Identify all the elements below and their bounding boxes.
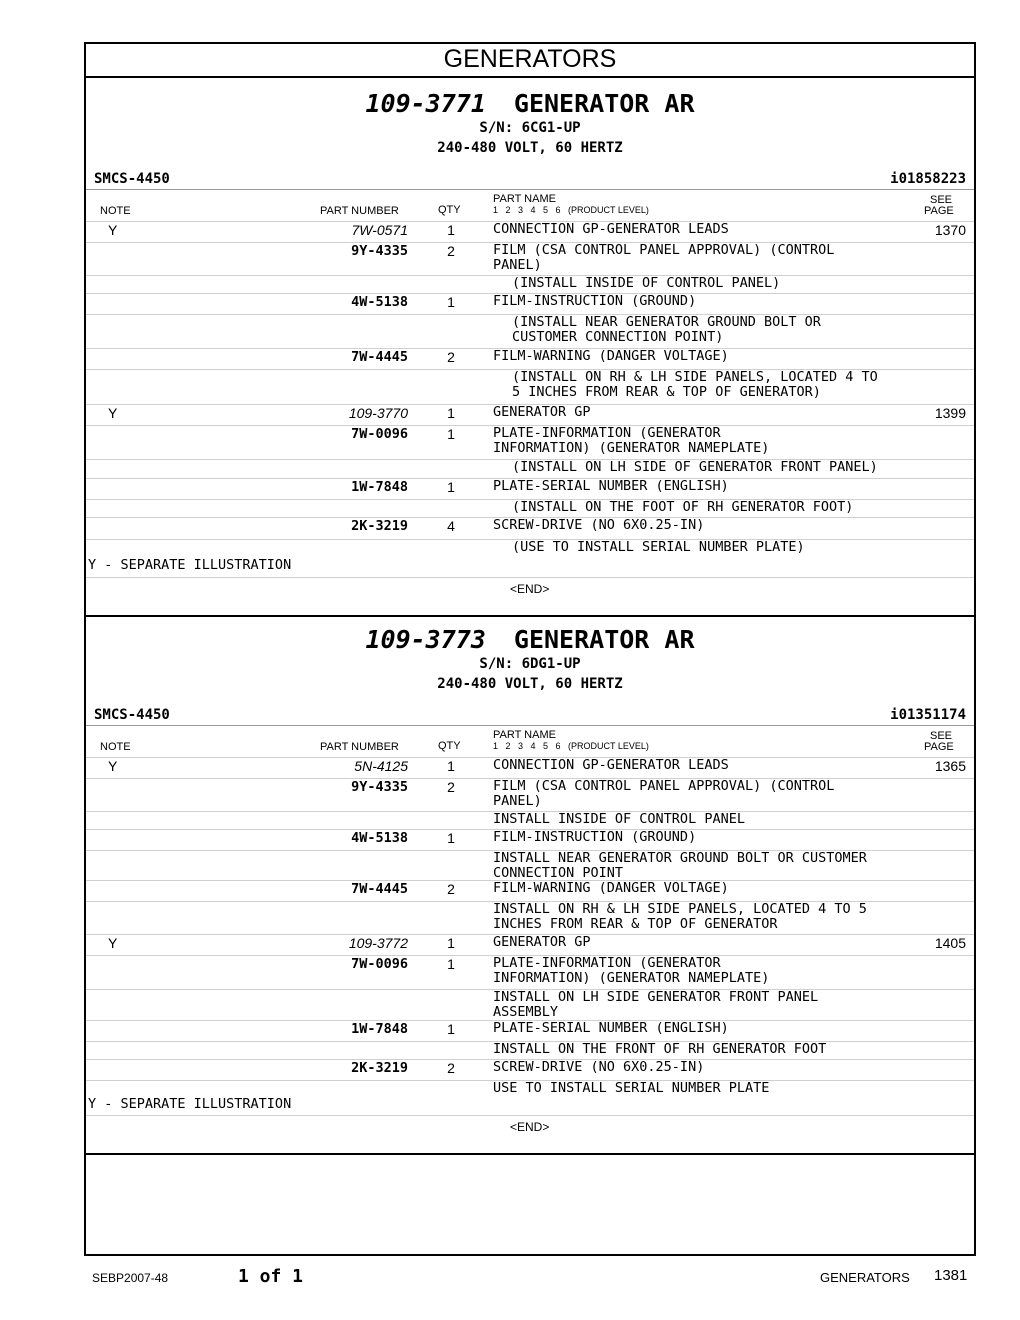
part-number-cell: 1W-7848 [351, 1021, 408, 1037]
table-row [86, 1059, 974, 1080]
part-number-cell: 7W-0571 [351, 222, 408, 238]
part-name-cell: PLATE-INFORMATION (GENERATOR INFORMATION) (GENERATOR NAMEPLATE) [493, 425, 770, 456]
note-cell: Y [108, 935, 118, 951]
note-cell: Y [108, 758, 118, 774]
part-number-cell: 7W-0096 [351, 956, 408, 972]
part-number-cell: 2K-3219 [351, 518, 408, 534]
table-row [86, 293, 974, 314]
table-row [86, 880, 974, 901]
part-number-cell: 9Y-4335 [351, 779, 408, 795]
qty-cell: 1 [447, 405, 455, 421]
qty-cell: 2 [447, 881, 455, 897]
part-name-cell: (INSTALL ON LH SIDE OF GENERATOR FRONT PANEL) [512, 459, 878, 475]
header-divider [86, 725, 974, 726]
part-name-cell: FILM-INSTRUCTION (GROUND) [493, 293, 697, 309]
separate-illustration-note: Y - SEPARATE ILLUSTRATION [88, 1096, 292, 1112]
col-header-part-number: PART NUMBER [320, 741, 399, 753]
group-voltage: 240-480 VOLT, 60 HERTZ [437, 140, 623, 156]
table-row [86, 314, 974, 348]
table-row [86, 242, 974, 275]
qty-cell: 2 [447, 243, 455, 259]
qty-cell: 2 [447, 349, 455, 365]
table-row [86, 369, 974, 404]
qty-cell: 1 [447, 294, 455, 310]
page-title: GENERATORS [84, 42, 976, 78]
end-divider [86, 577, 974, 578]
part-number-cell: 7W-4445 [351, 881, 408, 897]
qty-cell: 1 [447, 426, 455, 442]
footer-page-number: 1381 [934, 1267, 968, 1284]
part-number-cell: 4W-5138 [351, 830, 408, 846]
table-row [86, 778, 974, 811]
part-number-cell: 5N-4125 [354, 758, 408, 774]
group-name: GENERATOR AR [513, 625, 695, 654]
group-number: 109-3773 [365, 625, 486, 654]
col-header-see: SEE [930, 730, 953, 742]
see-page-cell: 1365 [934, 758, 966, 774]
col-header-levels: 1 2 3 4 5 6 (PRODUCT LEVEL) [493, 741, 649, 751]
table-row [86, 517, 974, 539]
part-name-cell: (INSTALL NEAR GENERATOR GROUND BOLT OR CUSTOMER CONNECTION POINT) [512, 314, 821, 345]
table-row [86, 425, 974, 459]
group-name: GENERATOR AR [513, 89, 695, 118]
group-title [86, 624, 974, 656]
part-number-cell: 4W-5138 [351, 294, 408, 310]
part-number-cell: 109-3770 [348, 405, 408, 421]
part-name-cell: INSTALL ON RH & LH SIDE PANELS, LOCATED 4 TO 5 INCHES FROM REAR & TOP OF GENERATOR [493, 901, 867, 932]
separate-illustration-note: Y - SEPARATE ILLUSTRATION [88, 557, 292, 573]
part-name-cell: FILM (CSA CONTROL PANEL APPROVAL) (CONTROL PANEL) [493, 778, 835, 809]
table-row [86, 829, 974, 850]
part-name-cell: CONNECTION GP-GENERATOR LEADS [493, 221, 729, 237]
qty-cell: 2 [447, 779, 455, 795]
group-title [86, 88, 974, 120]
part-name-cell: INSTALL ON LH SIDE GENERATOR FRONT PANEL ASSEMBLY [493, 989, 819, 1020]
part-name-cell: FILM-WARNING (DANGER VOLTAGE) [493, 880, 729, 896]
footer-page-of: 1 of 1 [238, 1266, 304, 1287]
col-header-page: PAGE [924, 741, 954, 753]
part-name-cell: FILM-WARNING (DANGER VOLTAGE) [493, 348, 729, 364]
see-page-cell: 1370 [934, 222, 966, 238]
part-name-cell: FILM-INSTRUCTION (GROUND) [493, 829, 697, 845]
part-name-cell: PLATE-INFORMATION (GENERATOR INFORMATION) (GENERATOR NAMEPLATE) [493, 955, 770, 986]
table-row [86, 1020, 974, 1041]
section-divider [84, 1153, 976, 1155]
col-header-note: NOTE [100, 741, 131, 753]
header-divider [86, 189, 974, 190]
parts-group-1 [86, 80, 974, 614]
table-row [86, 404, 974, 425]
part-name-cell: GENERATOR GP [493, 404, 591, 420]
col-header-qty: QTY [438, 740, 461, 752]
qty-cell: 1 [447, 758, 455, 774]
part-name-cell: PLATE-SERIAL NUMBER (ENGLISH) [493, 478, 729, 494]
qty-cell: 2 [447, 1060, 455, 1076]
group-number: 109-3771 [365, 89, 486, 118]
part-number-cell: 1W-7848 [351, 479, 408, 495]
part-name-cell: PLATE-SERIAL NUMBER (ENGLISH) [493, 1020, 729, 1036]
part-number-cell: 9Y-4335 [351, 243, 408, 259]
table-row [86, 478, 974, 499]
qty-cell: 1 [447, 935, 455, 951]
col-header-part-name: PART NAME [493, 193, 556, 205]
col-header-qty: QTY [438, 204, 461, 216]
see-page-cell: 1399 [934, 405, 966, 421]
see-page-cell: 1405 [934, 935, 966, 951]
footer-section: GENERATORS [820, 1270, 910, 1285]
note-cell: Y [108, 405, 118, 421]
group-serial: S/N: 6DG1-UP [479, 656, 581, 672]
footer-doc-id: SEBP2007-48 [92, 1271, 169, 1285]
qty-cell: 1 [447, 830, 455, 846]
group-serial: S/N: 6CG1-UP [479, 120, 581, 136]
table-row [86, 955, 974, 989]
part-name-cell: CONNECTION GP-GENERATOR LEADS [493, 757, 729, 773]
table-row [86, 757, 974, 778]
col-header-page: PAGE [924, 205, 954, 217]
part-number-cell: 109-3772 [348, 935, 408, 951]
table-row [86, 1041, 974, 1059]
col-header-part-number: PART NUMBER [320, 205, 399, 217]
end-marker: <END> [510, 582, 550, 596]
col-header-levels: 1 2 3 4 5 6 (PRODUCT LEVEL) [493, 205, 649, 215]
note-cell: Y [108, 222, 118, 238]
part-name-cell: INSTALL ON THE FRONT OF RH GENERATOR FOOT [493, 1041, 827, 1057]
part-name-cell: USE TO INSTALL SERIAL NUMBER PLATE [493, 1080, 770, 1096]
table-row [86, 348, 974, 369]
info-id: i01351174 [890, 707, 966, 723]
end-marker: <END> [510, 1120, 550, 1134]
table-row [86, 221, 974, 242]
col-header-part-name: PART NAME [493, 729, 556, 741]
info-id: i01858223 [890, 171, 966, 187]
part-number-cell: 7W-4445 [351, 349, 408, 365]
qty-cell: 4 [447, 518, 455, 534]
col-header-see: SEE [930, 194, 953, 206]
smcs-code: SMCS-4450 [94, 171, 170, 187]
qty-cell: 1 [447, 1021, 455, 1037]
part-name-cell: INSTALL NEAR GENERATOR GROUND BOLT OR CUSTOMER CONNECTION POINT [493, 850, 867, 881]
part-name-cell: (INSTALL ON RH & LH SIDE PANELS, LOCATED 4 TO 5 INCHES FROM REAR & TOP OF GENERATOR) [512, 369, 878, 400]
table-row [86, 459, 974, 478]
qty-cell: 1 [447, 222, 455, 238]
table-row [86, 275, 974, 293]
part-name-cell: SCREW-DRIVE (NO 6X0.25-IN) [493, 517, 705, 533]
part-number-cell: 7W-0096 [351, 426, 408, 442]
table-row [86, 989, 974, 1020]
table-row [86, 901, 974, 934]
part-name-cell: GENERATOR GP [493, 934, 591, 950]
table-row [86, 539, 974, 557]
parts-group-2 [86, 616, 974, 1152]
qty-cell: 1 [447, 956, 455, 972]
end-divider [86, 1115, 974, 1116]
smcs-code: SMCS-4450 [94, 707, 170, 723]
col-header-note: NOTE [100, 205, 131, 217]
part-number-cell: 2K-3219 [351, 1060, 408, 1076]
table-row [86, 850, 974, 880]
qty-cell: 1 [447, 479, 455, 495]
table-row [86, 934, 974, 955]
part-name-cell: FILM (CSA CONTROL PANEL APPROVAL) (CONTROL PANEL) [493, 242, 835, 273]
part-name-cell: SCREW-DRIVE (NO 6X0.25-IN) [493, 1059, 705, 1075]
part-name-cell: (USE TO INSTALL SERIAL NUMBER PLATE) [512, 539, 805, 555]
table-row [86, 499, 974, 517]
part-name-cell: (INSTALL ON THE FOOT OF RH GENERATOR FOOT) [512, 499, 854, 515]
group-voltage: 240-480 VOLT, 60 HERTZ [437, 676, 623, 692]
table-row [86, 811, 974, 829]
part-name-cell: (INSTALL INSIDE OF CONTROL PANEL) [512, 275, 781, 291]
part-name-cell: INSTALL INSIDE OF CONTROL PANEL [493, 811, 745, 827]
